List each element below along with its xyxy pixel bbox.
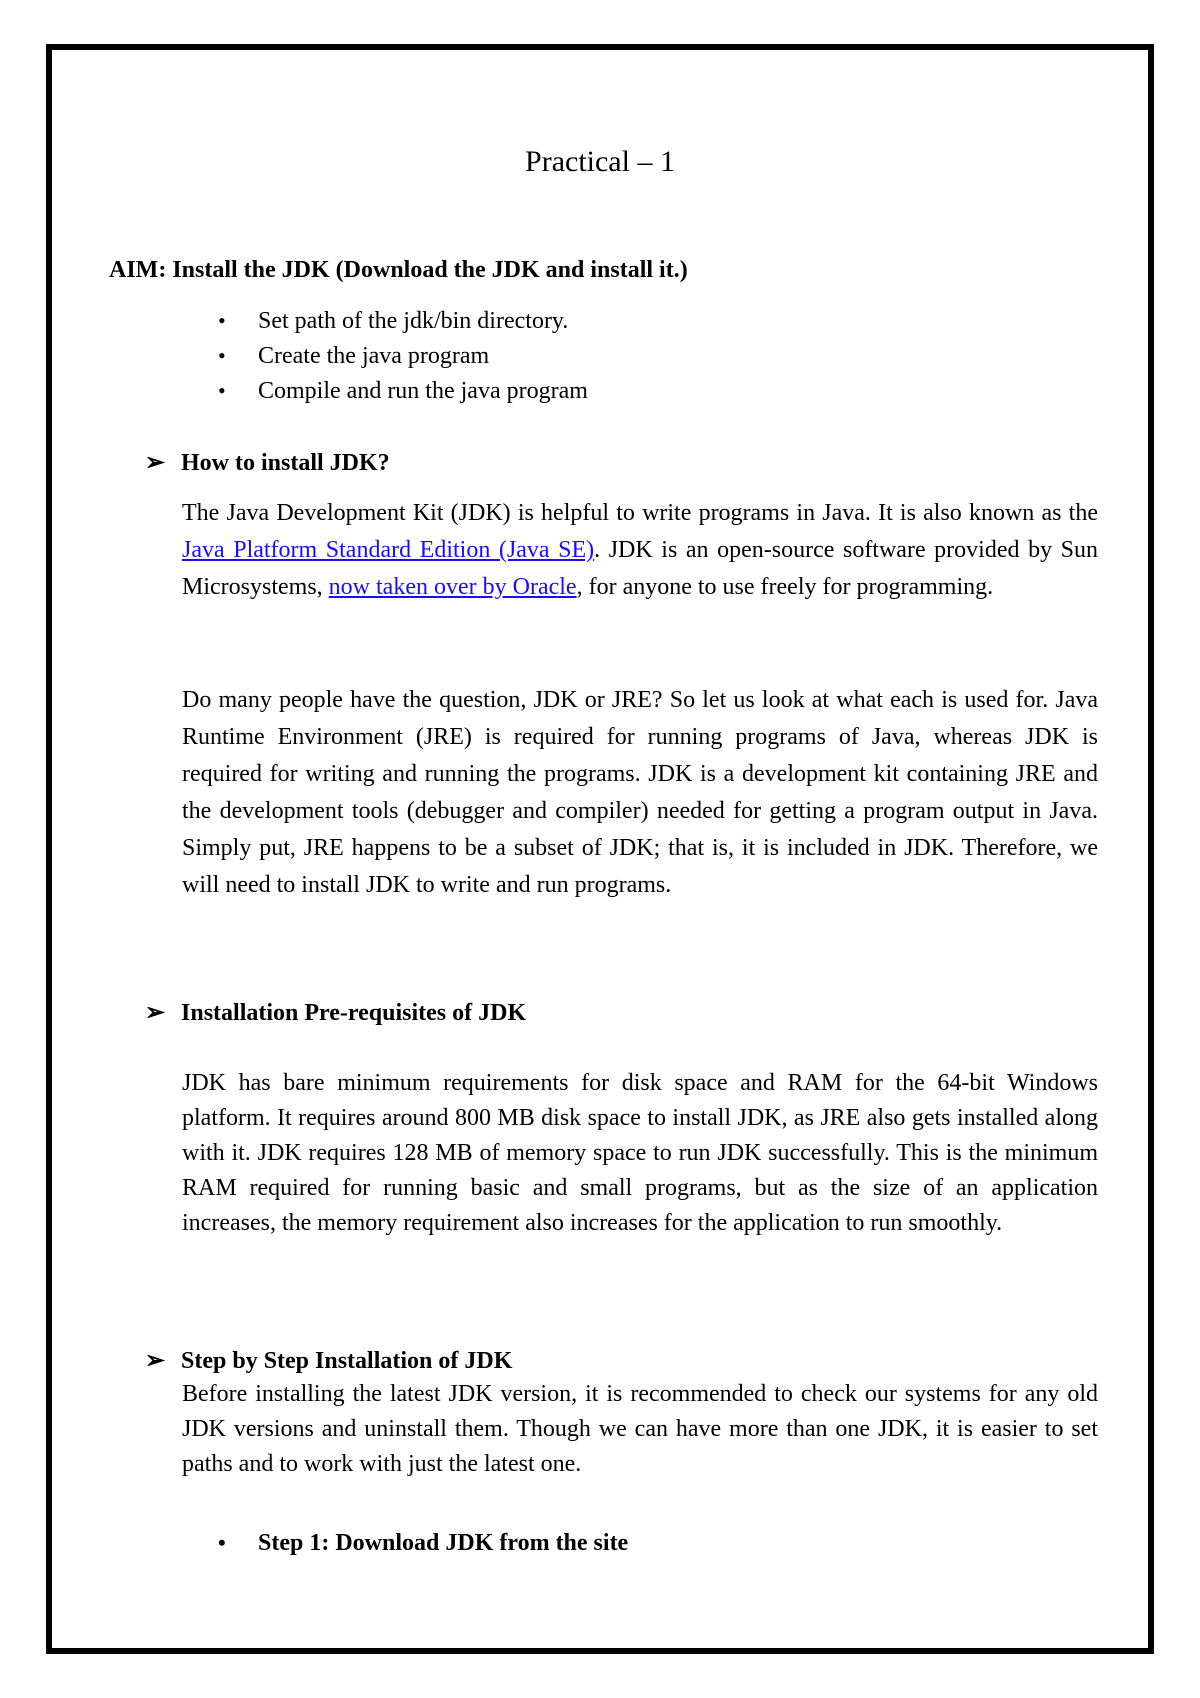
arrow-bullet-icon: ➢ xyxy=(145,450,166,476)
section-heading-prereq xyxy=(145,998,526,1027)
section-heading-text: How to install JDK? xyxy=(181,450,390,476)
section-heading-text: Step by Step Installation of JDK xyxy=(181,1348,513,1374)
bullet-icon: • xyxy=(218,343,226,368)
java-se-link[interactable]: Java Platform Standard Edition (Java SE) xyxy=(182,537,595,563)
paragraph-jdk-intro xyxy=(182,495,1098,606)
bullet-icon: • xyxy=(218,378,226,403)
paragraph-steps: Before installing the latest JDK version, it is recommended to check our systems for any old JDK versions and uninstall them. Though we can have more than one JDK, it is easier to set paths and to work with just the latest one. xyxy=(182,1381,1098,1477)
page-title: Practical – 1 xyxy=(525,145,675,178)
paragraph-prereq: JDK has bare minimum requirements for disk space and RAM for the 64-bit Windows platform. It requires around 800 MB disk space to install JDK, as JRE also gets installed along with it. JDK requires 128 MB of memory space to run JDK successfully. This is the minimum RAM required for running basic and small programs, but as the size of an application increases, the memory requirement also increases for the application to run smoothly. xyxy=(182,1070,1098,1236)
aim-heading: AIM: Install the JDK (Download the JDK and install it.) xyxy=(109,257,688,283)
paragraph-text: . JDK is an open-source software provided by Sun Microsystems, xyxy=(182,537,1098,600)
bullet-icon: • xyxy=(218,308,226,333)
section-heading-steps xyxy=(145,1346,512,1375)
arrow-bullet-icon: ➢ xyxy=(145,1348,166,1374)
step-1-text: Step 1: Download JDK from the site xyxy=(258,1530,629,1556)
bullet-icon: • xyxy=(218,1530,226,1555)
aim-bullet-text: Create the java program xyxy=(258,343,490,369)
aim-bullet-text: Compile and run the java program xyxy=(258,378,588,404)
arrow-bullet-icon: ➢ xyxy=(145,1000,166,1026)
paragraph-text: The Java Development Kit (JDK) is helpful to write programs in Java. It is also known as the xyxy=(182,500,1098,526)
section-heading-text: Installation Pre-requisites of JDK xyxy=(181,1000,527,1026)
paragraph-text: , for anyone to use freely for programming. xyxy=(576,574,994,600)
aim-bullet-text: Set path of the jdk/bin directory. xyxy=(258,308,569,334)
section-heading-install xyxy=(145,448,390,477)
oracle-link[interactable]: now taken over by Oracle xyxy=(328,574,577,600)
paragraph-jdk-vs-jre: Do many people have the question, JDK or JRE? So let us look at what each is used for. Java Runtime Environment (JRE) is required for running programs of Java, whereas JDK is required for writing and running the programs. JDK is a development kit containing JRE and the development tools (debugger and compiler) needed for getting a program output in Java. Simply put, JRE happens to be a subset of JDK; that is, it is included in JDK. Therefore, we will need to install JDK to write and run programs. xyxy=(182,687,1098,898)
